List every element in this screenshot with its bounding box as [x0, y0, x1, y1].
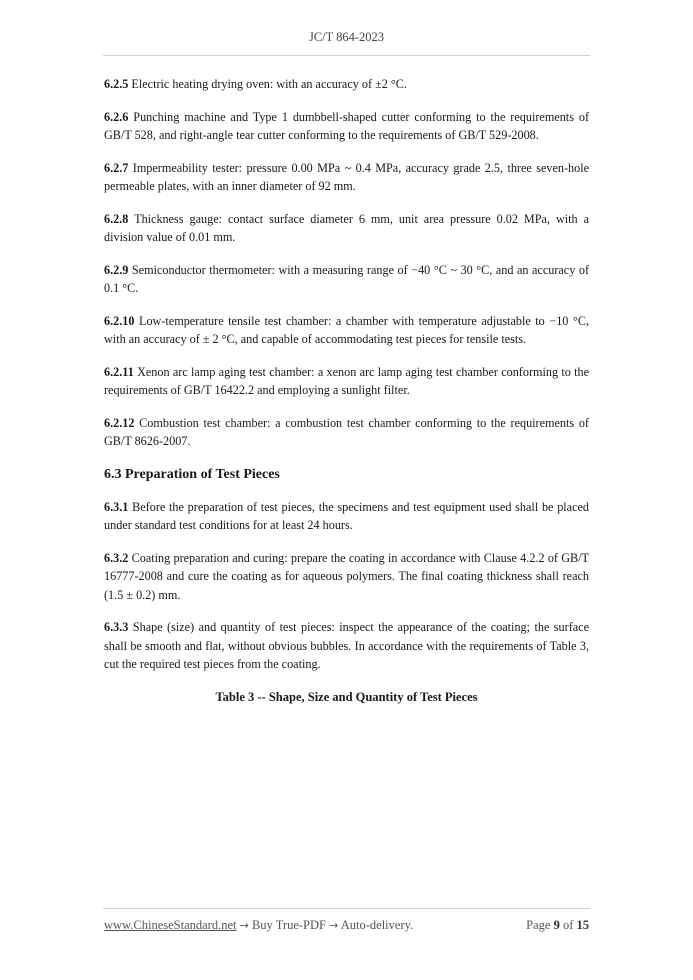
footer-promo: [104, 918, 413, 933]
clause-6-2-10: [104, 312, 589, 349]
clause-number: 6.2.5: [104, 77, 129, 91]
clause-6-2-6: [104, 108, 589, 145]
clause-text: Semiconductor thermometer: with a measuring range of −40 °C ~ 30 °C, and an accuracy of 0.1 °C.: [104, 262, 589, 295]
clause-6-2-7: [104, 159, 589, 196]
clause-number: 6.2.8: [104, 211, 129, 226]
clause-number: 6.3.1: [104, 499, 129, 514]
page-footer: [104, 918, 589, 933]
clause-6-2-11: [104, 363, 589, 400]
clause-text: Combustion test chamber: a combustion test chamber conforming to the requirements of GB/T 8626-2007.: [104, 415, 589, 448]
clause-number: 6.2.9: [104, 262, 129, 277]
footer-divider: [103, 908, 590, 909]
document-body: [104, 75, 589, 706]
page-total: 15: [576, 918, 589, 932]
arrow-right-icon: →: [329, 919, 339, 932]
section-heading: 6.3 Preparation of Test Pieces: [104, 466, 280, 482]
running-header: JC/T 864-2023: [308, 30, 385, 44]
clause-text: Before the preparation of test pieces, the specimens and test equipment used shall be placed under standard test conditions for at least 24 hours.: [104, 499, 589, 532]
of-word: of: [562, 918, 574, 932]
clause-6-2-8: [104, 210, 589, 247]
page-word: Page: [526, 918, 551, 932]
clause-number: 6.2.10: [104, 313, 135, 328]
clause-6-2-9: [104, 261, 589, 298]
clause-number: 6.2.6: [104, 109, 129, 124]
clause-text: Punching machine and Type 1 dumbbell-shaped cutter conforming to the requirements of GB/T 528, and right-angle tear cutter conforming to the requirements of GB/T 529-2008.: [104, 109, 589, 142]
clause-text: Thickness gauge: contact surface diameter 6 mm, unit area pressure 0.02 MPa, with a division value of 0.01 mm.: [104, 211, 589, 244]
clause-6-2-5: [104, 75, 589, 94]
delivery-text: Auto-delivery.: [340, 918, 414, 932]
table-caption: Table 3 -- Shape, Size and Quantity of Test Pieces: [215, 689, 478, 704]
clause-number: 6.2.11: [104, 364, 134, 379]
clause-6-3-2: [104, 549, 589, 605]
arrow-right-icon: →: [239, 919, 249, 932]
clause-text: Shape (size) and quantity of test pieces: inspect the appearance of the coating; the surface shall be smooth and flat, without obvious bubbles. In accordance with the requirements of Table 3, cut the required test pieces from the coating.: [104, 620, 589, 671]
page-number: 9: [553, 918, 560, 932]
clause-number: 6.2.12: [104, 415, 135, 430]
clause-text: Impermeability tester: pressure 0.00 MPa ~ 0.4 MPa, accuracy grade 2.5, three seven-hole permeable plates, with an inner diameter of 92 mm.: [104, 160, 589, 193]
site-link[interactable]: www.ChineseStandard.net: [104, 918, 237, 932]
page-indicator: [526, 918, 589, 933]
clause-number: 6.3.3: [104, 620, 129, 634]
buy-text: Buy True-PDF: [251, 918, 326, 932]
clause-number: 6.2.7: [104, 160, 129, 175]
clause-text: Xenon arc lamp aging test chamber: a xenon arc lamp aging test chamber conforming to the requirements of GB/T 16422.2 and employing a sunlight filter.: [104, 364, 589, 397]
clause-6-2-12: [104, 414, 589, 451]
header-divider: [103, 55, 590, 56]
clause-text: Coating preparation and curing: prepare the coating in accordance with Clause 4.2.2 of GB/T 16777-2008 and cure the coating as for aqueous polymers. The final coating thickness shall reach (1.5 ± 0.2) mm.: [104, 550, 589, 602]
clause-6-3-3: [104, 618, 589, 674]
clause-text: Low-temperature tensile test chamber: a chamber with temperature adjustable to −10 °C, with an accuracy of ± 2 °C, and capable of accommodating test pieces for tensile tests.: [104, 313, 589, 346]
clause-6-3-1: [104, 498, 589, 535]
clause-number: 6.3.2: [104, 550, 129, 565]
clause-text: Electric heating drying oven: with an accuracy of ±2 °C.: [128, 77, 407, 91]
